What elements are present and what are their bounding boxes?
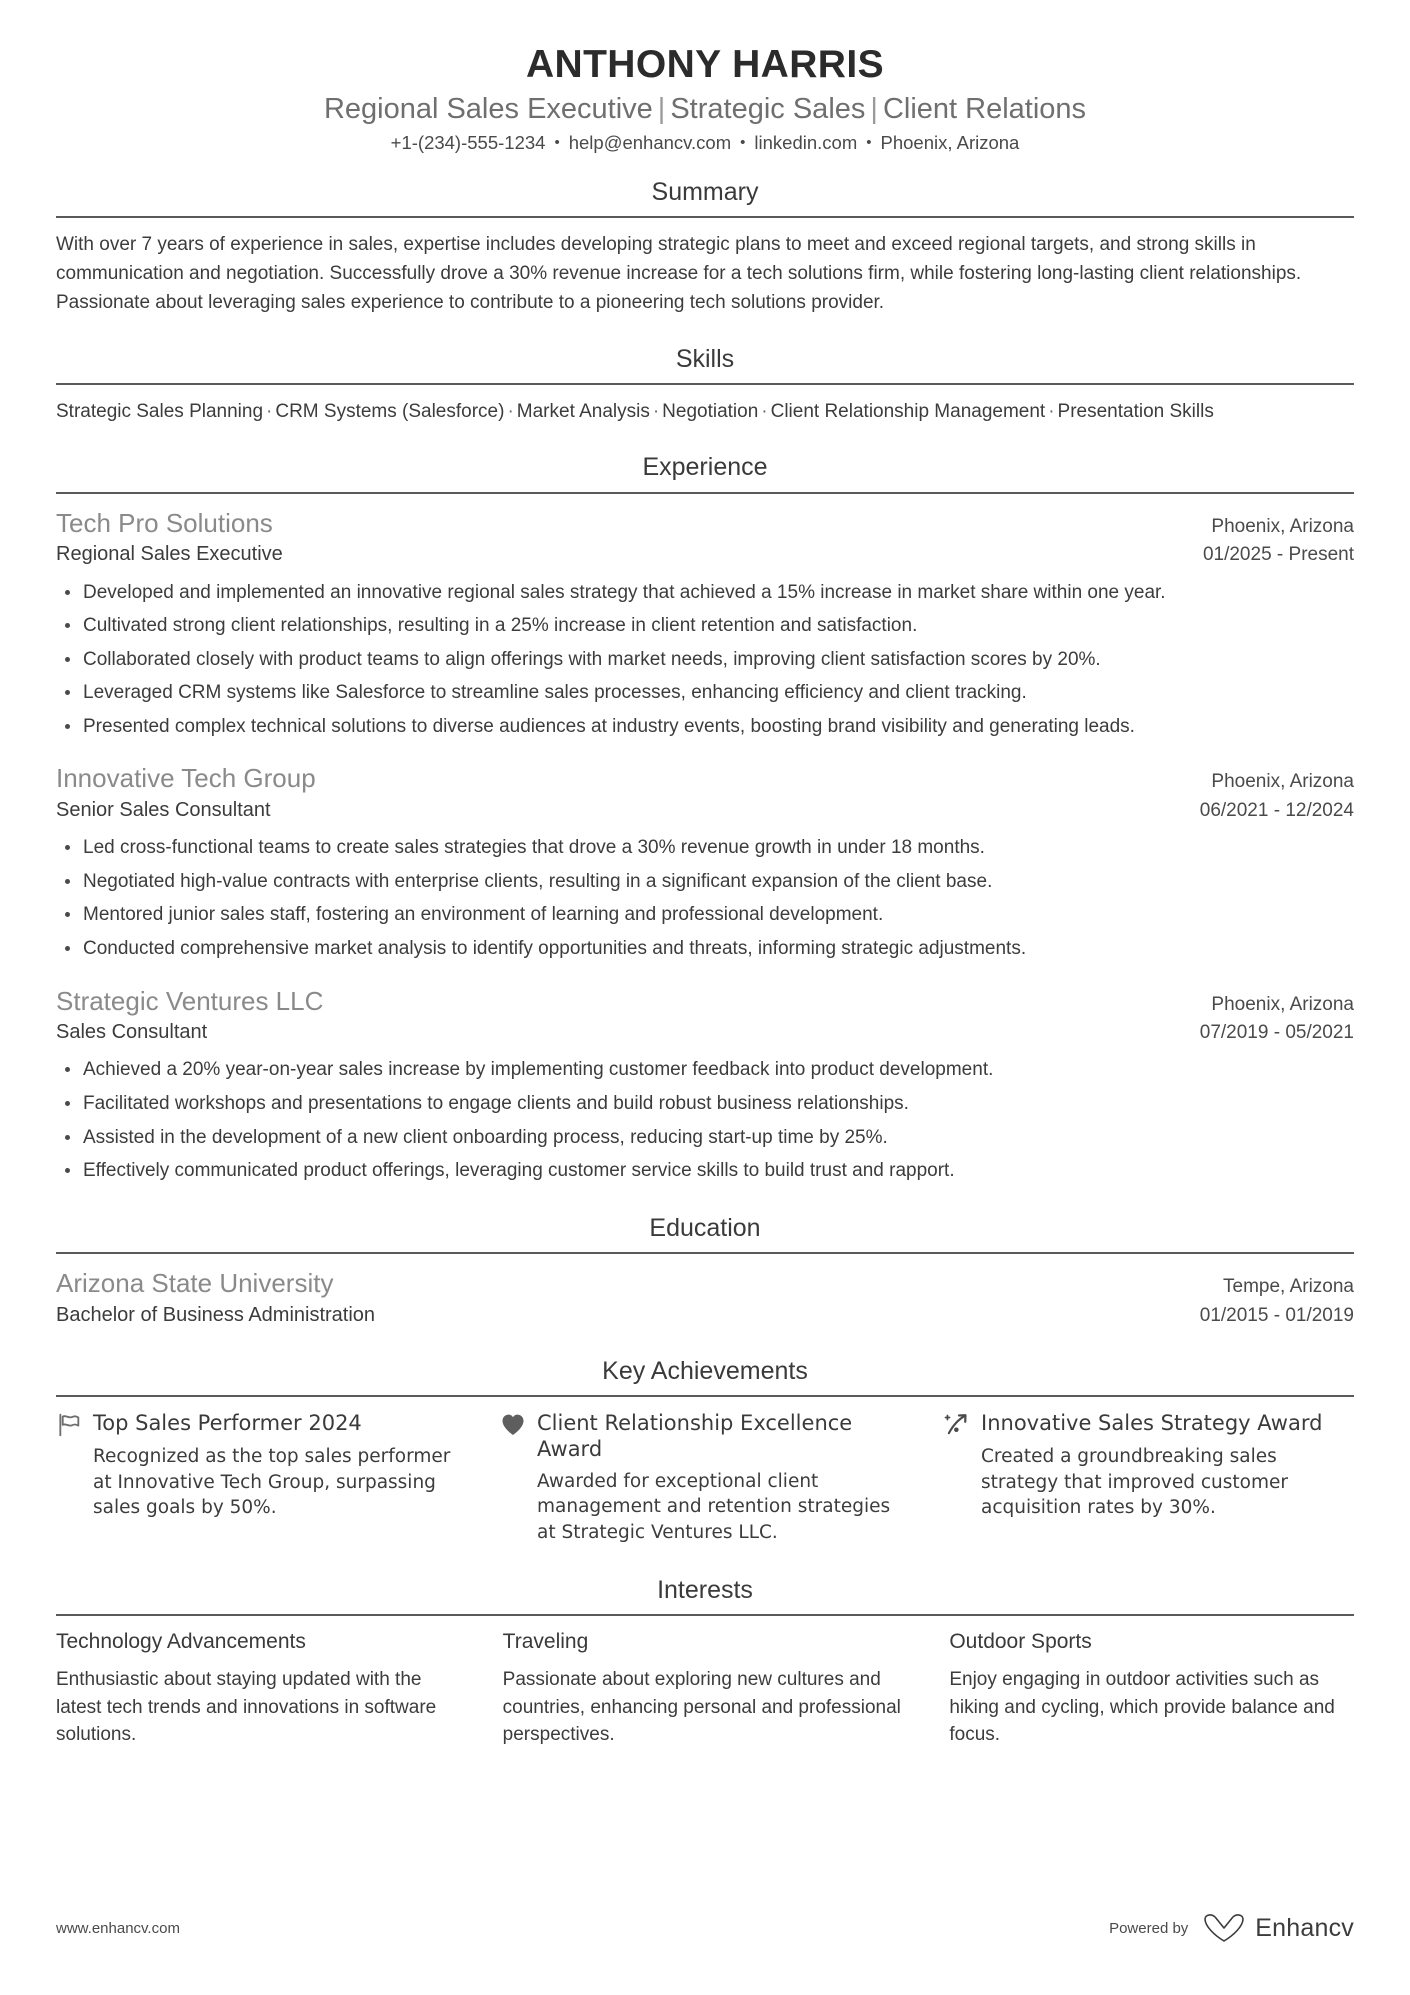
interest-description: Enjoy engaging in outdoor activities such as hiking and cycling, which provide balance and focus. xyxy=(949,1668,1335,1746)
skill-separator: · xyxy=(652,400,660,422)
contact-linkedin[interactable]: linkedin.com xyxy=(754,131,858,153)
interest-title: Technology Advancements xyxy=(56,1630,306,1654)
experience-dates: 07/2019 - 05/2021 xyxy=(1199,1022,1354,1044)
experience-entry-subheader xyxy=(56,1020,1354,1045)
skill-item: Strategic Sales Planning xyxy=(56,400,264,422)
experience-location: Phoenix, Arizona xyxy=(1211,993,1354,1015)
enhancv-mark-icon xyxy=(1202,1913,1246,1943)
footer-website-url[interactable]: www.enhancv.com xyxy=(56,1919,180,1937)
interest-title: Outdoor Sports xyxy=(949,1630,1092,1654)
experience-divider xyxy=(56,492,1354,494)
achievement-title: Client Relationship Excellence Award xyxy=(537,1411,853,1462)
skill-item: CRM Systems (Salesforce) xyxy=(275,400,505,422)
achievement-description: Awarded for exceptional client management and retention strategies at Strategic Ventures LLC. xyxy=(537,1470,891,1543)
experience-location: Phoenix, Arizona xyxy=(1211,515,1354,537)
experience-organization: Innovative Tech Group xyxy=(56,763,316,794)
interest-description: Passionate about exploring new cultures and countries, enhancing personal and professional perspectives. xyxy=(502,1668,901,1746)
achievement-item xyxy=(500,1410,944,1545)
contact-line xyxy=(56,131,1354,155)
powered-by-label: Powered by xyxy=(1109,1919,1189,1937)
experience-role: Sales Consultant xyxy=(56,1021,208,1044)
experience-bullet: Achieved a 20% year-on-year sales increase by implementing customer feedback into product development. xyxy=(56,1056,1354,1084)
trend-up-arrow-icon xyxy=(944,1412,970,1438)
experience-bullet: Negotiated high-value contracts with enterprise clients, resulting in a significant expansion of the client base. xyxy=(56,868,1354,896)
experience-bullet: Assisted in the development of a new client onboarding process, reducing start-up time by 25%. xyxy=(56,1124,1354,1152)
summary-heading: Summary xyxy=(651,177,759,206)
section-summary xyxy=(56,177,1354,318)
experience-bullet: Collaborated closely with product teams to align offerings with market needs, improving client satisfaction scores by 20%. xyxy=(56,646,1354,674)
skill-item: Presentation Skills xyxy=(1057,400,1214,422)
interest-item xyxy=(949,1629,1354,1749)
experience-bullet: Effectively communicated product offerings, leveraging customer service skills to build trust and rapport. xyxy=(56,1157,1354,1185)
experience-bullet: Leveraged CRM systems like Salesforce to streamline sales processes, enhancing efficiency and client tracking. xyxy=(56,679,1354,707)
summary-text: With over 7 years of experience in sales, expertise includes developing strategic plans to meet and exceed regional targets, and strong skills in communication and negotiation. Successfully drove a 30% revenue increase for a tech solutions firm, while fostering long-lasting client relationships. Passionate about leveraging sales experience to contribute to a pioneering tech solutions provider. xyxy=(56,234,1302,313)
contact-separator-1: • xyxy=(554,133,560,151)
experience-entry-subheader xyxy=(56,798,1354,823)
education-entry xyxy=(56,1267,1354,1328)
education-dates: 01/2015 - 01/2019 xyxy=(1199,1304,1354,1326)
experience-entries xyxy=(56,507,1354,1185)
achievement-header xyxy=(56,1410,466,1438)
experience-entry-header xyxy=(56,985,1354,1018)
summary-divider xyxy=(56,216,1354,218)
experience-bullet: Led cross-functional teams to create sales strategies that drove a 30% revenue growth in under 18 months. xyxy=(56,834,1354,862)
education-entries xyxy=(56,1267,1354,1328)
interest-item xyxy=(503,1629,950,1749)
section-education xyxy=(56,1213,1354,1328)
candidate-name: ANTHONY HARRIS xyxy=(525,43,885,86)
achievements-grid xyxy=(56,1410,1354,1545)
contact-separator-3: • xyxy=(866,133,872,151)
achievements-heading: Key Achievements xyxy=(602,1356,808,1385)
experience-bullet: Presented complex technical solutions to diverse audiences at industry events, boosting brand visibility and generating leads. xyxy=(56,713,1354,741)
interests-divider xyxy=(56,1614,1354,1616)
interest-title: Traveling xyxy=(502,1630,589,1654)
footer-branding xyxy=(1109,1913,1354,1943)
experience-bullet: Developed and implemented an innovative regional sales strategy that achieved a 15% increase in market share within one year. xyxy=(56,579,1354,607)
education-location: Tempe, Arizona xyxy=(1223,1275,1354,1297)
skill-item: Market Analysis xyxy=(516,400,650,422)
contact-phone: +1-(234)-555-1234 xyxy=(390,131,546,153)
interest-item xyxy=(56,1629,503,1749)
experience-dates: 06/2021 - 12/2024 xyxy=(1199,800,1354,822)
resume-header xyxy=(56,42,1354,155)
experience-bullet-list xyxy=(56,834,1354,962)
experience-organization: Tech Pro Solutions xyxy=(56,507,273,538)
contact-separator-2: • xyxy=(740,133,746,151)
headline-separator-1: | xyxy=(657,93,666,126)
interests-heading: Interests xyxy=(657,1576,753,1605)
section-interests xyxy=(56,1575,1354,1749)
experience-entry-subheader xyxy=(56,542,1354,567)
headline-part-3: Client Relations xyxy=(882,93,1087,126)
experience-entry xyxy=(56,985,1354,1185)
experience-bullet: Mentored junior sales staff, fostering an environment of learning and professional development. xyxy=(56,901,1354,929)
skill-separator: · xyxy=(507,400,514,422)
achievement-description: Created a groundbreaking sales strategy that improved customer acquisition rates by 30%. xyxy=(981,1446,1288,1519)
flag-icon xyxy=(56,1412,82,1438)
achievement-header xyxy=(944,1410,1354,1438)
education-entry-header xyxy=(56,1267,1354,1300)
candidate-headline xyxy=(56,92,1354,127)
education-degree: Bachelor of Business Administration xyxy=(56,1303,376,1326)
page-footer xyxy=(56,1913,1354,1943)
interests-grid xyxy=(56,1629,1354,1749)
experience-role: Senior Sales Consultant xyxy=(56,799,271,822)
enhancv-wordmark: Enhancv xyxy=(1255,1913,1354,1942)
achievements-divider xyxy=(56,1395,1354,1397)
headline-part-1: Regional Sales Executive xyxy=(323,93,653,126)
achievement-title: Top Sales Performer 2024 xyxy=(93,1411,362,1436)
skill-separator: · xyxy=(1048,400,1055,422)
achievement-description: Recognized as the top sales performer at Innovative Tech Group, surpassing sales goals by 50%. xyxy=(93,1446,451,1519)
experience-entry xyxy=(56,507,1354,741)
section-skills xyxy=(56,344,1354,427)
education-heading: Education xyxy=(649,1213,761,1242)
experience-bullet: Cultivated strong client relationships, resulting in a 25% increase in client retention and satisfaction. xyxy=(56,612,1354,640)
experience-role: Regional Sales Executive xyxy=(56,543,283,566)
skill-separator: · xyxy=(266,400,273,422)
skill-separator: · xyxy=(761,400,768,422)
skills-heading: Skills xyxy=(675,344,735,373)
experience-bullet: Conducted comprehensive market analysis to identify opportunities and threats, informing strategic adjustments. xyxy=(56,935,1354,963)
experience-entry xyxy=(56,762,1354,962)
achievement-header xyxy=(500,1410,910,1463)
experience-entry-header xyxy=(56,507,1354,540)
experience-organization: Strategic Ventures LLC xyxy=(56,985,324,1016)
education-institution: Arizona State University xyxy=(56,1267,334,1298)
skill-item: Negotiation xyxy=(662,400,759,422)
experience-heading: Experience xyxy=(642,453,768,482)
interest-description: Enthusiastic about staying updated with the latest tech trends and innovations in software solutions. xyxy=(56,1668,437,1746)
experience-bullet-list xyxy=(56,1056,1354,1184)
achievement-item xyxy=(56,1410,500,1545)
experience-location: Phoenix, Arizona xyxy=(1211,771,1354,793)
skills-list xyxy=(56,398,1354,427)
skill-item: Client Relationship Management xyxy=(770,400,1046,422)
headline-separator-2: | xyxy=(870,93,878,126)
education-entry-subheader xyxy=(56,1303,1354,1328)
enhancv-logo xyxy=(1202,1913,1354,1943)
section-key-achievements xyxy=(56,1356,1354,1545)
contact-email[interactable]: help@enhancv.com xyxy=(568,131,732,153)
education-divider xyxy=(56,1252,1354,1254)
heart-icon xyxy=(500,1412,526,1438)
experience-bullet: Facilitated workshops and presentations to engage clients and build robust business relationships. xyxy=(56,1090,1354,1118)
achievement-item xyxy=(944,1410,1354,1545)
achievement-title: Innovative Sales Strategy Award xyxy=(981,1411,1323,1436)
section-experience xyxy=(56,452,1354,1184)
contact-location: Phoenix, Arizona xyxy=(880,131,1020,153)
headline-part-2: Strategic Sales xyxy=(670,93,866,126)
skills-divider xyxy=(56,383,1354,385)
experience-bullet-list xyxy=(56,579,1354,741)
experience-dates: 01/2025 - Present xyxy=(1202,544,1354,566)
experience-entry-header xyxy=(56,762,1354,795)
